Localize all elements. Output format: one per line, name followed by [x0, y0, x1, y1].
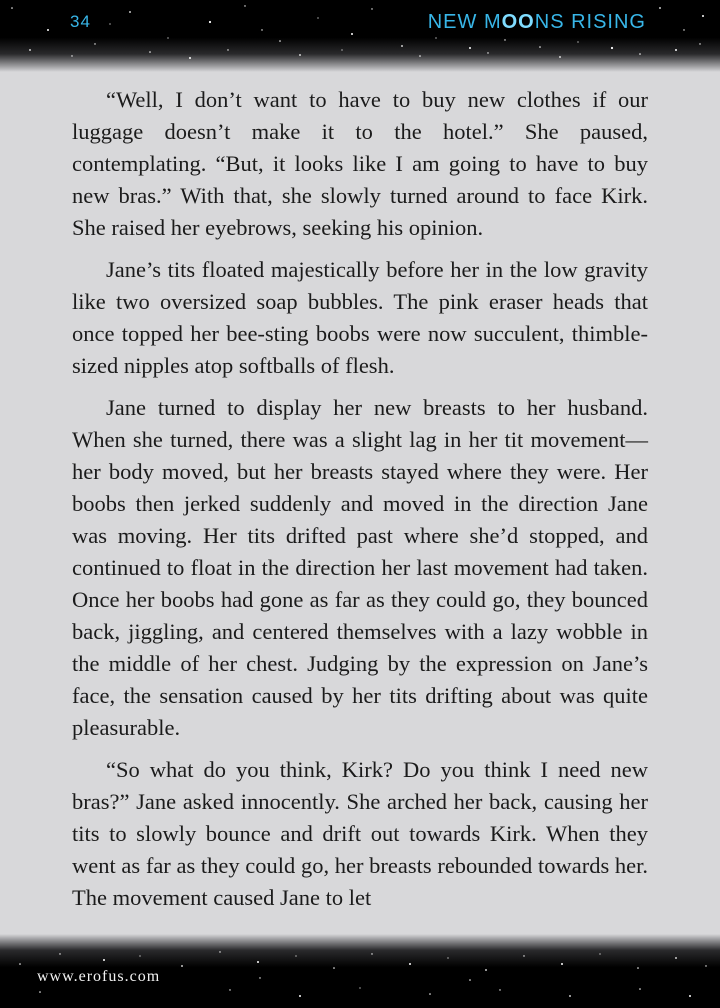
- paragraph: Jane’s tits floated majestically before her in the low gravity like two oversized soap bubbles. The pink eraser heads that once topped her bee-sting boobs were now succulent, thimble-sized nipples atop softballs of flesh.: [72, 257, 648, 378]
- body-text: [72, 84, 648, 924]
- paragraph: Jane turned to display her new breasts to her husband. When she turned, there was a slight lag in her tit movement—her body moved, but her breasts stayed where they were. Her boobs then jerked suddenly and moved in the direction Jane was moving. Her tits drifted past where she’d stopped, and continued to float in the direction her last movement had taken. Once her boobs had gone as far as they could go, they bounced back, jiggling, and centered themselves with a lazy wobble in the middle of her chest. Judging by the expression on Jane’s face, the sensation caused by her tits drifting about was quite pleasurable.: [72, 395, 648, 740]
- book-title: [428, 11, 646, 34]
- header-starfield: [0, 0, 720, 72]
- paragraph: “So what do you think, Kirk? Do you think I need new bras?” Jane asked innocently. She arched her back, causing her tits to slowly bounce and drift out towards Kirk. When they went as far as they could go, her breasts rebounded towards her. The movement caused Jane to let: [72, 757, 648, 910]
- book-title-part2: NS RISING: [534, 11, 646, 33]
- page-number: 34: [70, 12, 91, 31]
- watermark-text: www.erofus.com: [37, 968, 161, 985]
- footer-starfield: [0, 934, 720, 1008]
- paragraph: “Well, I don’t want to have to buy new clothes if our luggage doesn’t make it to the hotel.” She paused, contemplating. “But, it looks like I am going to have to buy new bras.” With that, she slowly turned around to face Kirk. She raised her eyebrows, seeking his opinion.: [72, 87, 648, 240]
- book-title-part1: NEW M: [427, 11, 502, 33]
- book-title-accent: OO: [501, 11, 535, 33]
